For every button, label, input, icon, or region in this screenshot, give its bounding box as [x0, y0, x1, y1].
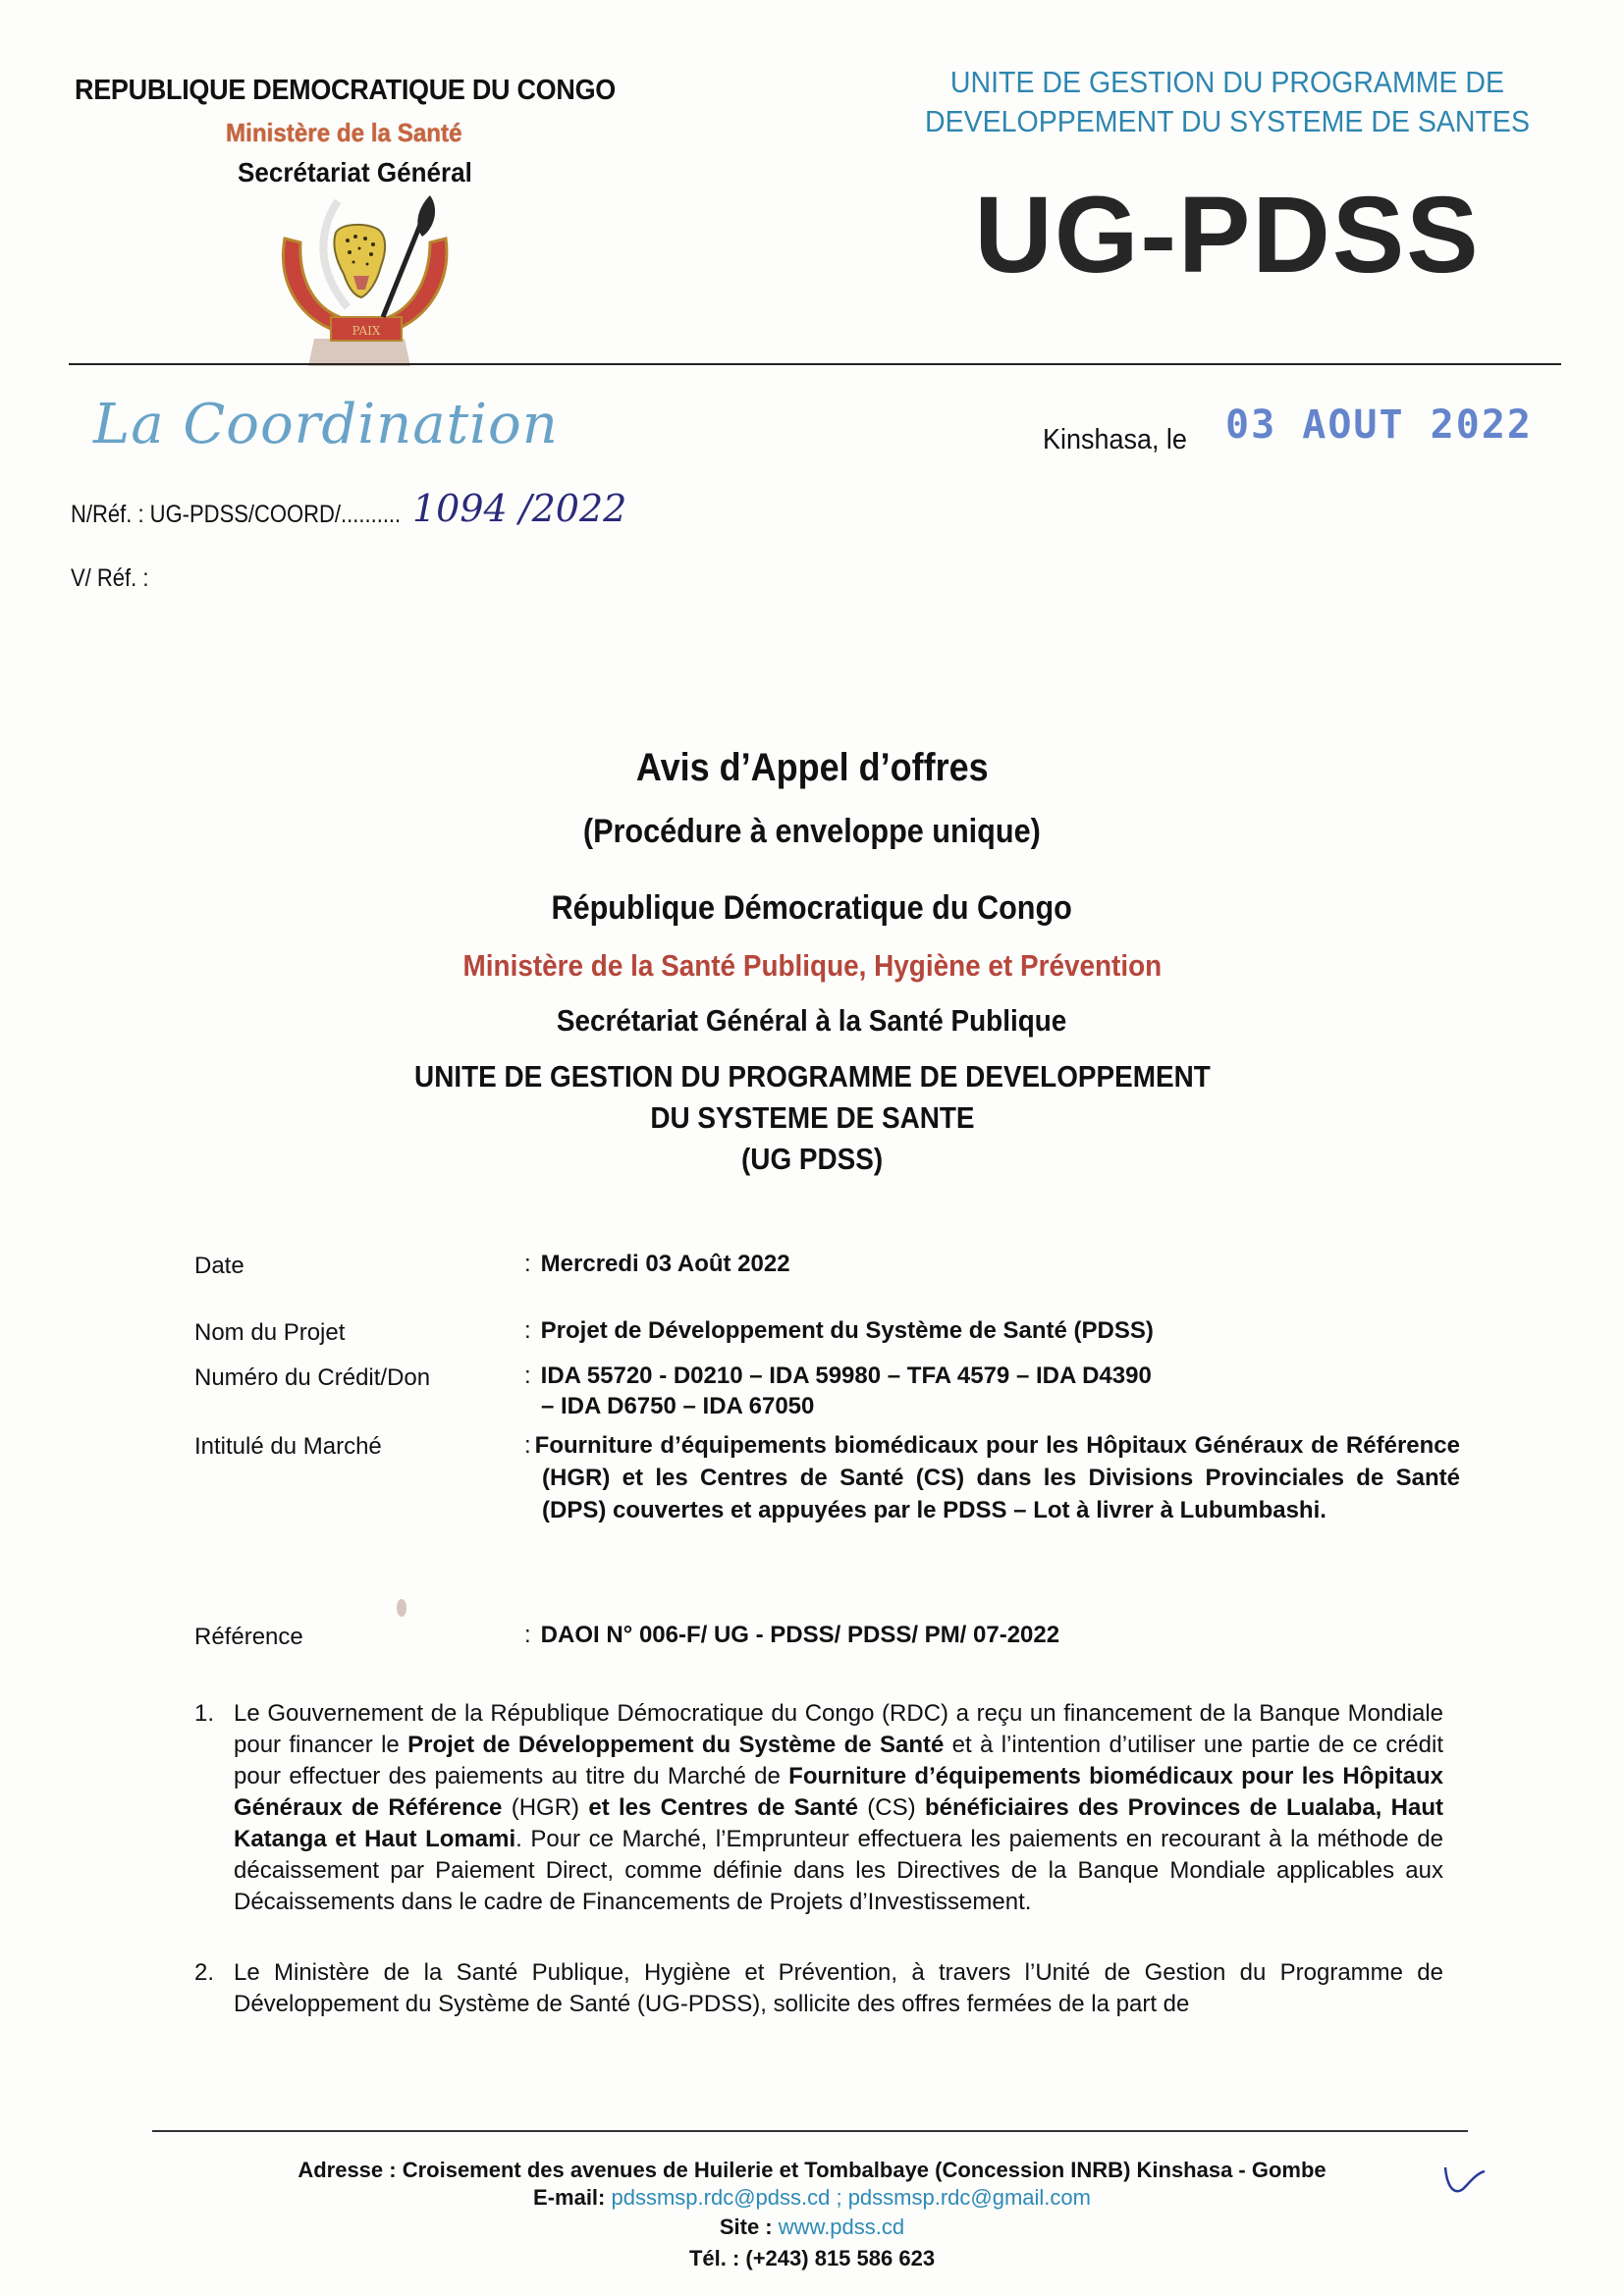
- colon: :: [524, 1317, 531, 1344]
- colon: :: [524, 1362, 531, 1389]
- paragraph-bold-segment: bénéficiaires des Provinces de Lualaba, Haut Katanga et Haut Lomami: [234, 1794, 1443, 1852]
- paragraph-bold-segment: Projet de Développement du Système de Santé: [407, 1732, 945, 1758]
- info-value-market: [524, 1429, 1460, 1526]
- header-unit-line1: UNITE DE GESTION DU PROGRAMME DE: [949, 65, 1505, 99]
- info-label-reference: Référence: [194, 1624, 303, 1650]
- scan-spot: [397, 1599, 406, 1617]
- paragraph-segment: et à l’intention d’utiliser une partie de ce crédit pour effectuer des paiements au titre du Marché de: [234, 1732, 1444, 1789]
- header-country: REPUBLIQUE DEMOCRATIQUE DU CONGO: [75, 75, 616, 106]
- footer-phone: Tél. : (+243) 815 586 623: [688, 2246, 936, 2270]
- paragraph-segment: (HGR): [502, 1794, 589, 1821]
- email-label: E-mail:: [533, 2185, 612, 2210]
- info-value-credit: [524, 1361, 1442, 1421]
- info-label-market: Intitulé du Marché: [194, 1433, 382, 1460]
- unit-title-line3: (UG PDSS): [740, 1142, 884, 1176]
- paragraph-2: [194, 1957, 1443, 2020]
- info-value-project: [524, 1315, 1442, 1346]
- date-value: Mercredi 03 Août 2022: [540, 1251, 790, 1277]
- procedure-subtitle: [0, 813, 1624, 851]
- paragraph-number: 1.: [194, 1700, 215, 1727]
- ministry-title-text: Ministère de la Santé Publique, Hygiène et Prévention: [462, 948, 1162, 983]
- email-separator: ;: [830, 2185, 848, 2210]
- footer-site: [0, 2215, 1624, 2240]
- paragraph-segment: (CS): [858, 1794, 925, 1821]
- our-reference-handwritten: 1094 /2022: [412, 487, 627, 530]
- colon: :: [524, 1622, 531, 1648]
- place-label: Kinshasa, le: [1043, 424, 1187, 455]
- footer-address: Adresse : Croisement des avenues de Huilerie et Tombalbaye (Concession INRB) Kinshasa - Gombe: [298, 2158, 1326, 2182]
- header-divider: [69, 363, 1561, 365]
- footer-divider: [152, 2130, 1468, 2132]
- country-title-text: République Démocratique du Congo: [551, 889, 1073, 927]
- header-secretariat: Secrétariat Général: [238, 157, 472, 187]
- date-stamp: 03 AOUT 2022: [1225, 402, 1533, 448]
- paragraph-text: [234, 1957, 1443, 2020]
- ministry-title: [0, 948, 1624, 984]
- paragraph-text: [234, 1698, 1443, 1918]
- colon: :: [524, 1432, 531, 1459]
- site-label: Site :: [719, 2215, 779, 2239]
- coat-motto: PAIX: [352, 324, 381, 338]
- initials-mark-icon: [1441, 2160, 1490, 2199]
- secretariat-title: [0, 1003, 1624, 1039]
- reference-value: DAOI N° 006-F/ UG - PDSS/ PDSS/ PM/ 07-2022: [540, 1622, 1060, 1648]
- project-value: Projet de Développement du Système de Santé (PDSS): [540, 1317, 1154, 1344]
- header-ministry: Ministère de la Santé: [226, 118, 462, 147]
- country-title: [0, 889, 1624, 928]
- info-label-credit: Numéro du Crédit/Don: [194, 1364, 431, 1391]
- unit-title-line1: UNITE DE GESTION DU PROGRAMME DE DEVELOPPEMENT: [413, 1059, 1211, 1094]
- header-acronym-logo: UG-PDSS: [974, 175, 1481, 295]
- market-value: Fourniture d’équipements biomédicaux pour les Hôpitaux Généraux de Référence (HGR) et les Centres de Santé (CS) dans les Divisions Provinciales de Santé (DPS) couvertes et appuyées par le PDSS – Lot à livrer à Lubumbashi.: [534, 1432, 1460, 1523]
- header-unit-line2: DEVELOPPEMENT DU SYSTEME DE SANTES: [925, 104, 1530, 138]
- our-reference-label: N/Réf. : UG-PDSS/COORD/..........: [71, 501, 402, 528]
- colon: :: [524, 1251, 531, 1277]
- office-signature: La Coordination: [93, 393, 559, 456]
- coat-base: [308, 339, 410, 366]
- your-reference-label: V/ Réf. :: [71, 564, 149, 592]
- paragraph-number: 2.: [194, 1959, 215, 1986]
- paragraph-segment: Le Gouvernement de la République Démocratique du Congo (RDC) a reçu un financement de la Banque Mondiale pour financer le: [234, 1700, 1443, 1758]
- footer-email: [0, 2185, 1624, 2211]
- paragraph-bold-segment: Fourniture d’équipements biomédicaux pour les Hôpitaux Généraux de Référence: [234, 1763, 1444, 1821]
- unit-title: [0, 1056, 1624, 1180]
- info-value-date: [524, 1249, 1442, 1279]
- info-label-date: Date: [194, 1253, 244, 1279]
- notice-title-text: Avis d’Appel d’offres: [635, 746, 989, 789]
- coat-of-arms-icon: [257, 191, 454, 368]
- info-value-reference: [524, 1620, 1442, 1650]
- credit-value-line2: – IDA D6750 – IDA 67050: [541, 1393, 815, 1419]
- credit-value-line1: IDA 55720 - D0210 – IDA 59980 – TFA 4579 – IDA D4390: [540, 1362, 1152, 1389]
- email-link-1[interactable]: pdssmsp.rdc@pdss.cd: [611, 2185, 831, 2210]
- site-link[interactable]: www.pdss.cd: [778, 2215, 905, 2239]
- paragraph-segment: Le Ministère de la Santé Publique, Hygiène et Prévention, à travers l’Unité de Gestion du Programme de Développement du Système de Santé (UG-PDSS), sollicite des offres fermées de la part de: [234, 1959, 1443, 2017]
- paragraph-bold-segment: et les Centres de Santé: [588, 1794, 858, 1821]
- procedure-subtitle-text: (Procédure à enveloppe unique): [583, 813, 1041, 850]
- secretariat-title-text: Secrétariat Général à la Santé Publique: [557, 1003, 1067, 1038]
- paragraph-1: [194, 1698, 1443, 1918]
- info-label-project: Nom du Projet: [194, 1319, 346, 1346]
- notice-title: [0, 746, 1624, 790]
- coat-spear-head: [417, 195, 435, 237]
- unit-title-line2: DU SYSTEME DE SANTE: [649, 1100, 975, 1135]
- header-unit-name: [916, 63, 1540, 141]
- email-link-2[interactable]: pdssmsp.rdc@gmail.com: [847, 2185, 1091, 2210]
- paragraph-segment: . Pour ce Marché, l’Emprunteur effectuera les paiements en recourant à la méthode de décaissement par Paiement Direct, comme définie dans les Directives de la Banque Mondiale applicables aux Décaissements dans le cadre de Financements de Projets d’Investissement.: [234, 1826, 1443, 1915]
